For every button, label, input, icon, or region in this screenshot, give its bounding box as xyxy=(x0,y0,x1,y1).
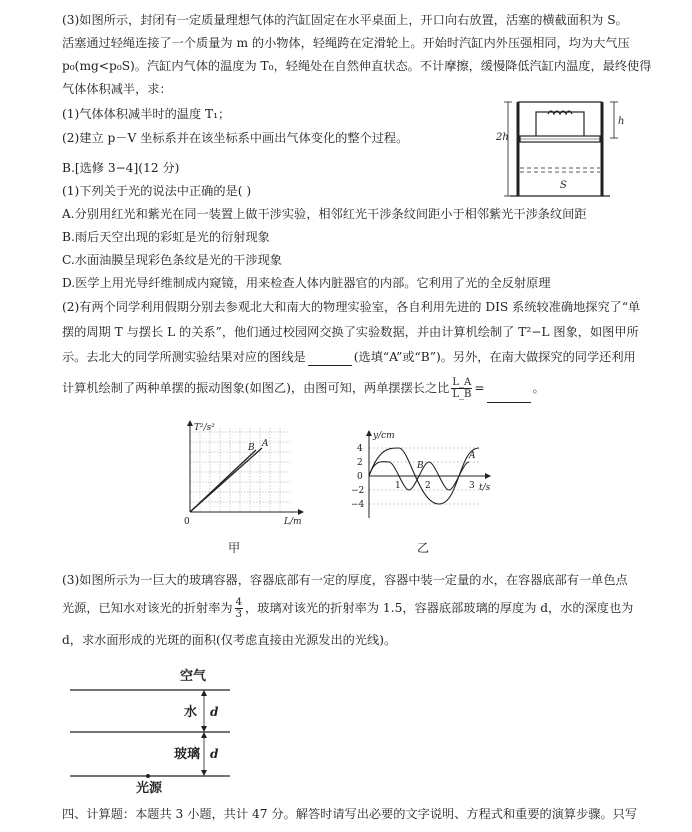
q1-option-d: D.医学上用光导纤维制成内窥镜，用来检查人体内脏器官的内部。它利用了光的全反射原理 xyxy=(62,276,551,290)
q3-gas-line3: p₀(mg<p₀S)。汽缸内气体的温度为 T₀，轻绳处在自然伸直状态。不计摩擦，缓慢降低汽缸内温度，最终使得 xyxy=(62,59,652,73)
cylinder-figure xyxy=(496,92,640,202)
jia-origin: 0 xyxy=(184,517,190,527)
ratio-num: L_A xyxy=(452,377,472,388)
q2-line3-a: 示。去北大的同学所测实验结果对应的图线是 xyxy=(62,350,306,364)
q1-stem: (1)下列关于光的说法中正确的是( ) xyxy=(62,184,252,198)
q3-glass-line2-b: ，玻璃对该光的折射率为 1.5，容器底部玻璃的厚度为 d，水的深度也为 xyxy=(245,601,634,615)
figure-jia xyxy=(180,420,310,530)
q3-gas-line4: 气体体积减半，求： xyxy=(62,82,172,96)
section-4-line: 四、计算题：本题共 3 小题，共计 47 分。解答时请写出必要的文字说明、方程式和重要的演算步骤。只写 xyxy=(62,807,638,821)
q2-line4: 计算机绘制了两种单摆的振动图象(如图乙)，由图可知，两单摆摆长之比 $\frac{L\_A}{L\_B}$ = 。 xyxy=(62,374,545,403)
yi-ylabel: y/cm xyxy=(373,431,395,441)
ratio-den: L_B xyxy=(452,389,472,400)
label-d-glass: d xyxy=(210,747,219,761)
glass-figure xyxy=(70,662,240,797)
yi-label-B: B xyxy=(417,461,424,471)
figure-jia-caption: 甲 xyxy=(228,541,241,555)
label-air: 空气 xyxy=(180,669,207,684)
yi-xlabel: t/s xyxy=(479,483,491,493)
ratio-fraction xyxy=(451,377,472,400)
q2-line1: (2)有两个同学利用假期分别去参观北大和南大的物理实验室，各自利用先进的 DIS 系统较准确地探究了“单 xyxy=(62,300,641,314)
q2-line3-b: (选填“A”或“B”)。另外，在南大做探究的同学还利用 xyxy=(353,350,636,364)
yi-ytick-2: 2 xyxy=(357,458,363,468)
water-index-num: 4 xyxy=(235,597,242,608)
yi-label-A: A xyxy=(469,451,476,461)
answer-blank-2[interactable] xyxy=(487,374,531,403)
label-glass: 玻璃 xyxy=(174,747,201,762)
label-S: S xyxy=(560,180,567,191)
q1-option-b: B.雨后天空出现的彩虹是光的衍射现象 xyxy=(62,230,270,244)
yi-ytick-0: 0 xyxy=(357,472,363,482)
jia-ylabel: T²/s² xyxy=(194,423,215,433)
label-source: 光源 xyxy=(136,781,163,796)
jia-xlabel: L/m xyxy=(284,517,302,527)
jia-label-A: A xyxy=(262,439,269,449)
yi-xtick-1: 1 xyxy=(395,481,401,491)
jia-label-B: B xyxy=(248,443,255,453)
section-b-title: B.[选修 3−4](12 分) xyxy=(62,161,180,175)
water-index-fraction xyxy=(235,597,243,620)
q3-gas-line2: 活塞通过轻绳连接了一个质量为 m 的小物体，轻绳跨在定滑轮上。开始时汽缸内外压强相同，均为大气压 xyxy=(62,36,630,50)
yi-ytick-neg4: −4 xyxy=(351,500,365,510)
yi-ytick-4: 4 xyxy=(357,444,363,454)
q1-option-c: C.水面油膜呈现彩色条纹是光的干涉现象 xyxy=(62,253,282,267)
q3-glass-line2-a: 光源，已知水对该光的折射率为 xyxy=(62,601,233,615)
q1-option-a: A.分别用红光和紫光在同一装置上做干涉实验，相邻红光干涉条纹间距小于相邻紫光干涉条纹间距 xyxy=(62,207,587,221)
yi-xtick-3: 3 xyxy=(469,481,475,491)
answer-blank-1[interactable] xyxy=(308,349,352,366)
water-index-den: 3 xyxy=(235,609,242,620)
light-source-point xyxy=(146,774,150,778)
q3-glass-line1: (3)如图所示为一巨大的玻璃容器，容器底部有一定的厚度，容器中装一定量的水，在容器底部有一单色点 xyxy=(62,573,628,587)
figure-yi xyxy=(345,428,500,528)
label-d-water: d xyxy=(210,705,219,719)
q2-line3 xyxy=(62,349,636,366)
q3-glass-line2 xyxy=(62,594,633,622)
label-h: h xyxy=(618,116,625,127)
q3-gas-line1: (3)如图所示，封闭有一定质量理想气体的汽缸固定在水平桌面上，开口向右放置，活塞的横截面积为 S。 xyxy=(62,13,628,27)
q3-gas-sub1: (1)气体体积减半时的温度 T₁； xyxy=(62,107,231,121)
q3-glass-line3: d，求水面形成的光斑的面积(仅考虑直接由光源发出的光线)。 xyxy=(62,633,397,647)
label-2h: 2h xyxy=(496,132,509,143)
q3-gas-sub2: (2)建立 p－V 坐标系并在该坐标系中画出气体变化的整个过程。 xyxy=(62,131,409,145)
q2-line2: 摆的周期 T 与摆长 L 的关系”，他们通过校园网交换了实验数据，并由计算机绘制了 T²−L 图象，如图甲所 xyxy=(62,325,639,339)
yi-xtick-2: 2 xyxy=(425,481,431,491)
figure-yi-caption: 乙 xyxy=(417,541,430,555)
label-water: 水 xyxy=(184,705,198,720)
yi-ytick-neg2: −2 xyxy=(351,486,365,496)
q2-line4-a: 计算机绘制了两种单摆的振动图象(如图乙)，由图可知，两单摆摆长之比 xyxy=(62,381,450,395)
q2-line4-b: 。 xyxy=(532,381,545,395)
